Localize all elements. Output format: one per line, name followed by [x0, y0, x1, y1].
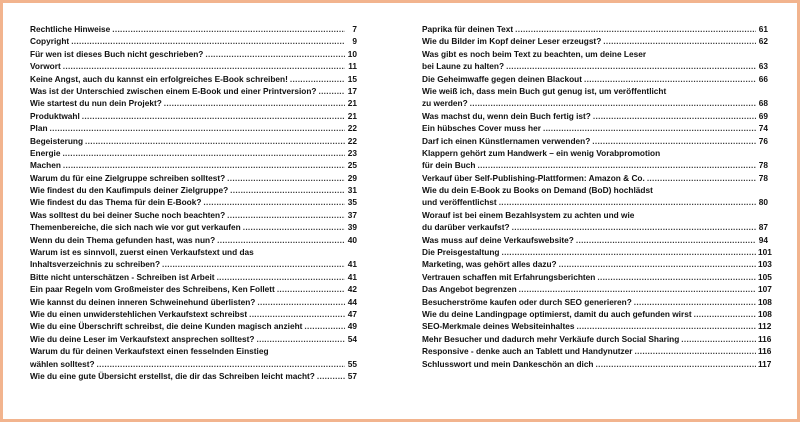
- dot-leader: [249, 308, 345, 320]
- toc-entry-title: Was gibt es noch beim Text zu beachten, um deine Leser: [422, 48, 647, 59]
- toc-entry: [422, 135, 768, 147]
- toc-left-column: [30, 23, 357, 382]
- toc-page-number: 54: [347, 333, 357, 344]
- toc-entry: [30, 246, 357, 271]
- dot-leader: [63, 159, 345, 171]
- toc-entry-title: Vertrauen schaffen mit Erfahrungsberichten: [422, 271, 596, 282]
- dot-leader: [205, 48, 345, 60]
- toc-page-number: 101: [758, 247, 772, 258]
- toc-entry-line: [30, 196, 357, 208]
- toc-right-column: [422, 23, 772, 370]
- toc-entry-line: [30, 296, 357, 308]
- toc-entry: [422, 271, 772, 283]
- toc-page-number: 66: [758, 73, 768, 84]
- toc-entry: [30, 85, 357, 97]
- toc-entry-line: [30, 147, 357, 159]
- toc-entry-line: [30, 246, 357, 258]
- toc-entry: [422, 283, 772, 295]
- toc-entry: [30, 234, 357, 246]
- toc-entry: [30, 221, 357, 233]
- toc-page-number: 10: [347, 48, 357, 59]
- toc-entry-title: zu werden?: [422, 98, 468, 109]
- toc-entry-line: [30, 358, 357, 370]
- toc-entry-line: [422, 221, 768, 233]
- toc-entry-line: [422, 209, 768, 221]
- toc-entry-line: [422, 333, 772, 345]
- toc-entry-line: [422, 48, 768, 60]
- toc-page-number: 7: [352, 23, 357, 34]
- toc-entry: [422, 358, 772, 370]
- toc-entry-title: wählen solltest?: [30, 358, 95, 369]
- toc-entry-line: [422, 23, 768, 35]
- toc-entry-line: [30, 97, 357, 109]
- toc-entry-line: [30, 308, 357, 320]
- toc-entry-title: Warum du für deinen Verkaufstext einen fesselnden Einstieg: [30, 346, 269, 357]
- dot-leader: [290, 73, 345, 85]
- toc-entry: [422, 296, 772, 308]
- toc-entry: [30, 60, 357, 72]
- toc-page-number: 105: [758, 271, 772, 282]
- toc-entry-line: [422, 308, 772, 320]
- toc-entry-line: [30, 283, 357, 295]
- dot-leader: [477, 159, 756, 171]
- toc-entry-title: Ein hübsches Cover muss her: [422, 123, 541, 134]
- dot-leader: [85, 135, 345, 147]
- dot-leader: [592, 135, 756, 147]
- toc-entry-title: Warum ist es sinnvoll, zuerst einen Verkaufstext und das: [30, 247, 254, 258]
- toc-entry-line: [30, 73, 357, 85]
- toc-entry-title: Für wen ist dieses Buch nicht geschrieben?: [30, 48, 204, 59]
- toc-entry: [422, 85, 768, 110]
- dot-leader: [227, 172, 345, 184]
- toc-entry: [30, 172, 357, 184]
- dot-leader: [470, 97, 756, 109]
- toc-entry-line: [422, 296, 772, 308]
- toc-entry-title: Wenn du dein Thema gefunden hast, was nun?: [30, 234, 216, 245]
- toc-page-number: 108: [758, 308, 772, 319]
- dot-leader: [256, 333, 345, 345]
- toc-entry-line: [30, 135, 357, 147]
- toc-entry-line: [30, 85, 357, 97]
- toc-page-number: 62: [758, 36, 768, 47]
- toc-page-number: 47: [347, 308, 357, 319]
- dot-leader: [304, 320, 345, 332]
- toc-entry-line: [422, 147, 768, 159]
- toc-entry-title: Wie du eine Überschrift schreibst, die deine Kunden magisch anzieht: [30, 321, 303, 332]
- toc-entry-line: [30, 122, 357, 134]
- toc-entry-line: [30, 345, 357, 357]
- toc-page-number: 107: [758, 284, 772, 295]
- toc-entry-line: [30, 258, 357, 270]
- toc-entry: [30, 271, 357, 283]
- toc-entry-title: Responsive - denke auch an Tablett und Handynutzer: [422, 346, 633, 357]
- toc-entry: [30, 283, 357, 295]
- toc-page-number: 23: [347, 147, 357, 158]
- dot-leader: [512, 221, 756, 233]
- toc-entry: [30, 345, 357, 370]
- toc-entry-title: SEO-Merkmale deines Websiteinhaltes: [422, 321, 575, 332]
- toc-entry-title: Keine Angst, auch du kannst ein erfolgreiches E-Book schreiben!: [30, 73, 288, 84]
- dot-leader: [499, 196, 756, 208]
- dot-leader: [559, 258, 756, 270]
- toc-entry: [30, 196, 357, 208]
- toc-entry-title: bei Laune zu halten?: [422, 61, 505, 72]
- toc-page-number: 17: [347, 85, 357, 96]
- toc-entry-title: Wie weiß ich, dass mein Buch gut genug ist, um veröffentlicht: [422, 85, 667, 96]
- dot-leader: [112, 23, 345, 35]
- toc-entry: [30, 35, 357, 47]
- toc-entry: [30, 48, 357, 60]
- toc-entry-title: und veröffentlichst: [422, 197, 497, 208]
- toc-entry-title: Plan: [30, 123, 48, 134]
- toc-entry-line: [30, 172, 357, 184]
- toc-entry-title: für dein Buch: [422, 160, 476, 171]
- toc-entry-title: Marketing, was gehört alles dazu?: [422, 259, 557, 270]
- toc-entry-line: [30, 221, 357, 233]
- toc-page-number: 35: [347, 197, 357, 208]
- toc-entry: [422, 234, 768, 246]
- dot-leader: [257, 296, 345, 308]
- toc-entry-line: [30, 159, 357, 171]
- toc-page-number: 69: [758, 110, 768, 121]
- toc-page-number: 57: [347, 370, 357, 381]
- toc-entry: [30, 296, 357, 308]
- toc-entry-title: Themenbereiche, die sich nach wie vor gut verkaufen: [30, 222, 241, 233]
- toc-entry: [30, 73, 357, 85]
- toc-page-number: 103: [758, 259, 772, 270]
- toc-entry-title: Mehr Besucher und dadurch mehr Verkäufe durch Social Sharing: [422, 333, 680, 344]
- dot-leader: [519, 283, 756, 295]
- toc-entry-title: Rechtliche Hinweise: [30, 23, 111, 34]
- toc-entry-line: [422, 234, 768, 246]
- toc-entry: [422, 147, 768, 172]
- toc-entry: [422, 258, 772, 270]
- toc-page-number: 63: [758, 61, 768, 72]
- toc-entry-title: Wie du Bilder im Kopf deiner Leser erzeugst?: [422, 36, 602, 47]
- dot-leader: [164, 97, 345, 109]
- toc-entry-line: [422, 358, 772, 370]
- toc-entry-title: Begeisterung: [30, 135, 84, 146]
- toc-entry: [422, 73, 768, 85]
- toc-entry-line: [422, 246, 772, 258]
- toc-entry: [30, 23, 357, 35]
- toc-entry: [30, 209, 357, 221]
- toc-entry-line: [30, 320, 357, 332]
- dot-leader: [227, 209, 345, 221]
- dot-leader: [71, 35, 345, 47]
- toc-entry-line: [422, 60, 768, 72]
- toc-entry: [30, 110, 357, 122]
- dot-leader: [63, 60, 345, 72]
- toc-page-number: 41: [347, 259, 357, 270]
- toc-entry-title: Wie findest du das Thema für dein E-Book?: [30, 197, 202, 208]
- dot-leader: [217, 271, 345, 283]
- dot-leader: [501, 246, 756, 258]
- toc-entry-title: Wie startest du nun dein Projekt?: [30, 98, 162, 109]
- toc-entry-title: Klappern gehört zum Handwerk – ein wenig Vorabpromotion: [422, 147, 661, 158]
- dot-leader: [318, 85, 345, 97]
- toc-page-number: 116: [758, 346, 772, 357]
- toc-page-number: 44: [347, 296, 357, 307]
- toc-entry-title: Warum du für eine Zielgruppe schreiben solltest?: [30, 172, 226, 183]
- toc-entry-title: Schlusswort und mein Dankeschön an dich: [422, 358, 594, 369]
- dot-leader: [162, 258, 345, 270]
- toc-entry-line: [422, 184, 768, 196]
- toc-entry-title: Inhaltsverzeichnis zu schreiben?: [30, 259, 161, 270]
- toc-page-number: 29: [347, 172, 357, 183]
- toc-entry-title: Was machst du, wenn dein Buch fertig ist?: [422, 110, 591, 121]
- toc-entry-title: Produktwahl: [30, 110, 80, 121]
- toc-page-number: 21: [347, 98, 357, 109]
- toc-entry: [30, 370, 357, 382]
- dot-leader: [584, 73, 756, 85]
- toc-entry: [30, 159, 357, 171]
- toc-entry-line: [30, 35, 357, 47]
- toc-entry: [422, 308, 772, 320]
- toc-entry-line: [30, 184, 357, 196]
- toc-entry-title: Machen: [30, 160, 61, 171]
- toc-entry-title: Die Preisgestaltung: [422, 247, 500, 258]
- toc-entry-line: [422, 283, 772, 295]
- toc-page-number: 117: [758, 358, 772, 369]
- dot-leader: [97, 358, 345, 370]
- toc-entry: [30, 97, 357, 109]
- toc-entry-title: Was muss auf deine Verkaufswebsite?: [422, 234, 574, 245]
- toc-entry-line: [422, 35, 768, 47]
- toc-entry-title: Was ist der Unterschied zwischen einem E-Book und einer Printversion?: [30, 85, 317, 96]
- toc-page-number: 21: [347, 110, 357, 121]
- dot-leader: [597, 271, 756, 283]
- toc-entry-title: du darüber verkaufst?: [422, 222, 510, 233]
- toc-entry: [422, 110, 768, 122]
- toc-entry-title: Wie du deine Landingpage optimierst, damit du auch gefunden wirst: [422, 308, 692, 319]
- dot-leader: [230, 184, 345, 196]
- toc-entry-title: Die Geheimwaffe gegen deinen Blackout: [422, 73, 582, 84]
- toc-page-number: 76: [758, 135, 768, 146]
- toc-entry-title: Vorwort: [30, 61, 61, 72]
- toc-entry: [30, 308, 357, 320]
- toc-entry-title: Wie du einen unwiderstehlichen Verkaufstext schreibst: [30, 308, 248, 319]
- toc-page-number: 25: [347, 160, 357, 171]
- dot-leader: [647, 172, 756, 184]
- toc-page-number: 94: [758, 234, 768, 245]
- toc-page-number: 11: [348, 61, 357, 72]
- toc-entry: [30, 135, 357, 147]
- toc-entry-line: [422, 172, 768, 184]
- toc-page-number: 74: [758, 123, 768, 134]
- toc-page-number: 9: [352, 36, 357, 47]
- toc-page-number: 78: [758, 160, 768, 171]
- toc-entry: [422, 23, 768, 35]
- toc-page-number: 108: [758, 296, 772, 307]
- toc-page-number: 80: [758, 197, 768, 208]
- toc-entry-title: Wie du deine Leser im Verkaufstext ansprechen solltest?: [30, 333, 255, 344]
- dot-leader: [634, 296, 756, 308]
- toc-entry-line: [30, 370, 357, 382]
- toc-entry-line: [422, 196, 768, 208]
- dot-leader: [277, 283, 345, 295]
- toc-entry-line: [30, 234, 357, 246]
- toc-entry: [422, 172, 768, 184]
- toc-entry: [422, 184, 768, 209]
- toc-entry: [30, 147, 357, 159]
- toc-entry-title: Darf ich einen Künstlernamen verwenden?: [422, 135, 591, 146]
- toc-entry-title: Wie du dein E-Book zu Books on Demand (BoD) hochlädst: [422, 185, 653, 196]
- toc-page-number: 31: [347, 185, 357, 196]
- dot-leader: [217, 234, 345, 246]
- toc-entry-title: Was solltest du bei deiner Suche noch beachten?: [30, 209, 226, 220]
- toc-entry-title: Wie kannst du deinen inneren Schweinehund überlisten?: [30, 296, 256, 307]
- toc-page-number: 49: [347, 321, 357, 332]
- toc-entry-line: [422, 85, 768, 97]
- toc-entry-line: [30, 209, 357, 221]
- toc-page-number: 41: [347, 271, 357, 282]
- toc-entry-title: Copyright: [30, 36, 70, 47]
- toc-entry: [422, 320, 772, 332]
- dot-leader: [203, 196, 345, 208]
- toc-entry-line: [422, 320, 772, 332]
- toc-entry-line: [30, 271, 357, 283]
- dot-leader: [681, 333, 756, 345]
- toc-entry-line: [30, 23, 357, 35]
- toc-entry: [422, 48, 768, 73]
- toc-entry-line: [422, 97, 768, 109]
- toc-entry-title: Ein paar Regeln vom Großmeister des Schreibens, Ken Follett: [30, 284, 275, 295]
- dot-leader: [82, 110, 345, 122]
- dot-leader: [576, 320, 756, 332]
- toc-entry-line: [422, 135, 768, 147]
- toc-entry-line: [30, 333, 357, 345]
- toc-entry: [30, 122, 357, 134]
- toc-entry: [30, 333, 357, 345]
- dot-leader: [543, 122, 756, 134]
- toc-entry: [422, 345, 772, 357]
- dot-leader: [603, 35, 756, 47]
- toc-entry: [422, 122, 768, 134]
- toc-entry-line: [422, 271, 772, 283]
- toc-page-number: 55: [347, 358, 357, 369]
- toc-entry-line: [422, 73, 768, 85]
- toc-page-number: 87: [758, 222, 768, 233]
- toc-entry-line: [422, 159, 768, 171]
- toc-entry: [422, 209, 768, 234]
- toc-entry-title: Das Angebot begrenzen: [422, 284, 517, 295]
- toc-entry: [422, 246, 772, 258]
- toc-entry-line: [30, 48, 357, 60]
- dot-leader: [50, 122, 345, 134]
- toc-page-number: 22: [347, 123, 357, 134]
- dot-leader: [593, 110, 756, 122]
- toc-entry-line: [422, 258, 772, 270]
- toc-entry-line: [422, 122, 768, 134]
- toc-entry-line: [30, 110, 357, 122]
- toc-page-number: 68: [758, 98, 768, 109]
- toc-page-number: 40: [347, 234, 357, 245]
- toc-page-number: 61: [758, 23, 768, 34]
- toc-entry-title: Besucherströme kaufen oder durch SEO generieren?: [422, 296, 632, 307]
- toc-entry-title: Bitte nicht unterschätzen - Schreiben ist Arbeit: [30, 271, 215, 282]
- dot-leader: [576, 234, 756, 246]
- toc-entry-title: Energie: [30, 147, 61, 158]
- dot-leader: [635, 345, 756, 357]
- dot-leader: [317, 370, 345, 382]
- toc-page-number: 15: [347, 73, 357, 84]
- toc-entry-line: [422, 345, 772, 357]
- toc-entry-title: Verkauf über Self-Publishing-Plattformen: Amazon & Co.: [422, 172, 645, 183]
- dot-leader: [694, 308, 756, 320]
- dot-leader: [596, 358, 756, 370]
- toc-entry-line: [30, 60, 357, 72]
- toc-page-number: 22: [347, 135, 357, 146]
- dot-leader: [515, 23, 756, 35]
- toc-entry: [30, 184, 357, 196]
- toc-entry: [422, 35, 768, 47]
- toc-page-number: 112: [758, 321, 772, 332]
- toc-entry: [30, 320, 357, 332]
- toc-entry-title: Worauf ist bei einem Bezahlsystem zu achten und wie: [422, 209, 635, 220]
- toc-page-number: 37: [347, 209, 357, 220]
- toc-page-number: 78: [758, 172, 768, 183]
- toc-entry-line: [422, 110, 768, 122]
- toc-entry-title: Paprika für deinen Text: [422, 23, 514, 34]
- toc-page-number: 42: [347, 284, 357, 295]
- toc-page-number: 116: [758, 333, 772, 344]
- toc-entry: [422, 333, 772, 345]
- dot-leader: [506, 60, 756, 72]
- toc-entry-title: Wie findest du den Kaufimpuls deiner Zielgruppe?: [30, 185, 229, 196]
- dot-leader: [62, 147, 345, 159]
- toc-entry-title: Wie du eine gute Übersicht erstellst, die dir das Schreiben leicht macht?: [30, 370, 315, 381]
- dot-leader: [243, 221, 345, 233]
- toc-page-number: 39: [347, 222, 357, 233]
